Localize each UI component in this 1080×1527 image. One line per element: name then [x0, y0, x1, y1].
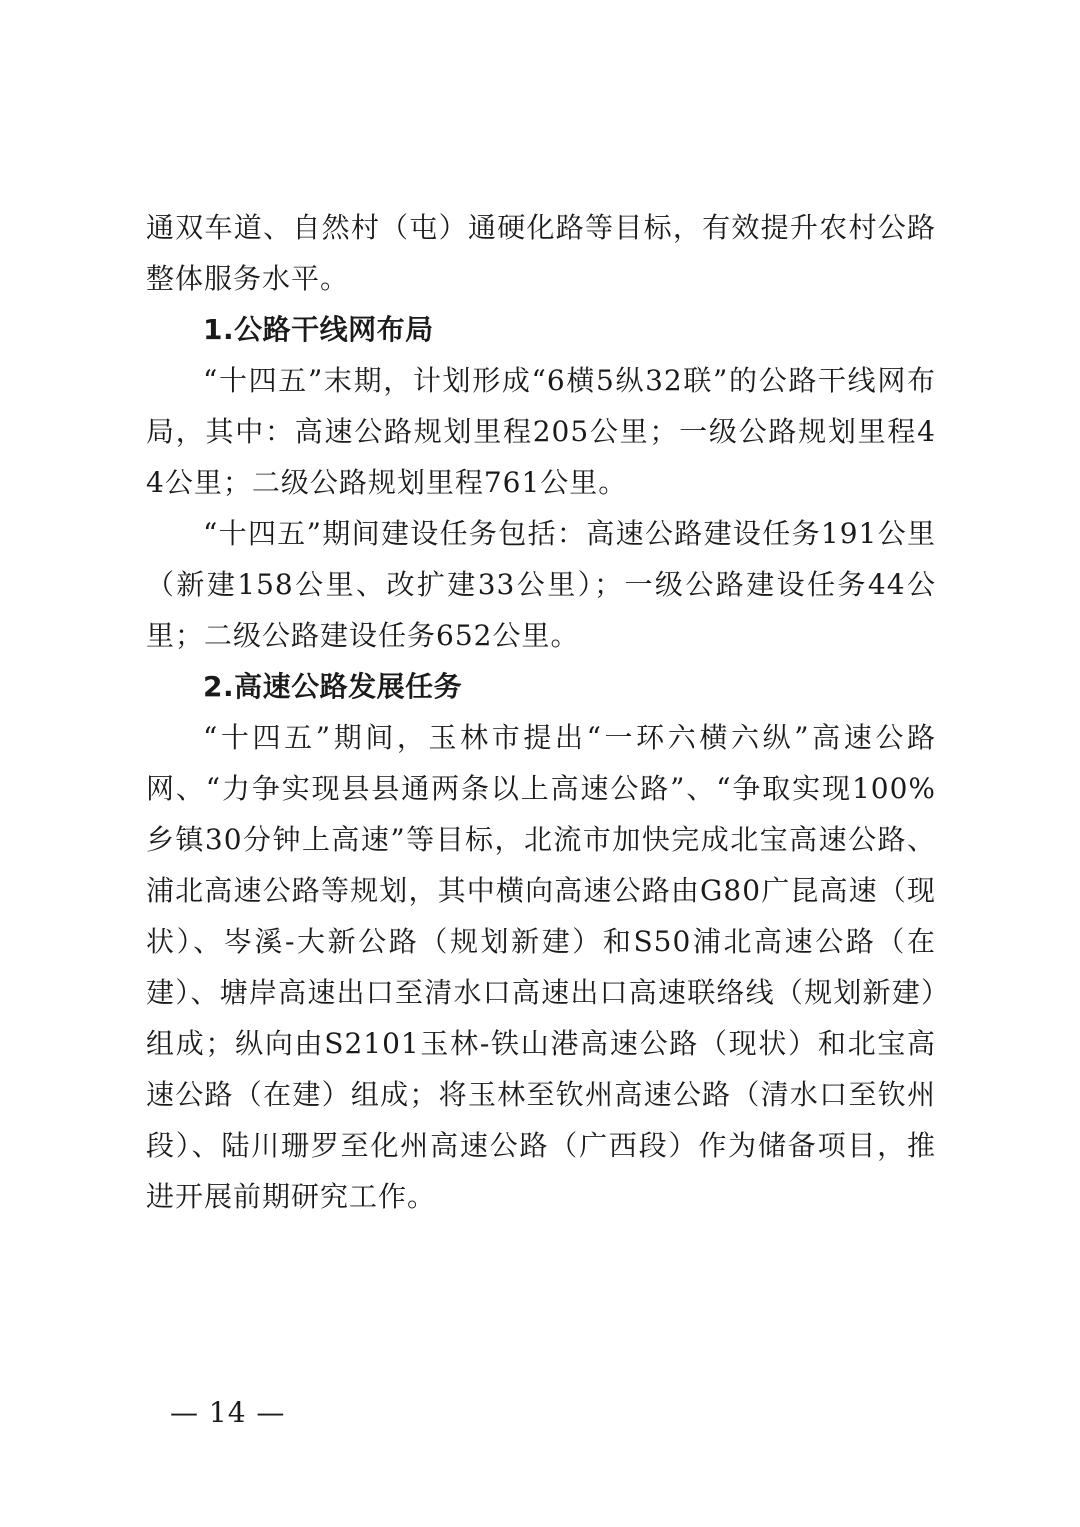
paragraph-trunk-network-plan: “十四五”末期，计划形成“6横5纵32联”的公路干线网布局，其中：高速公路规划里程205公里；一级公路规划里程44公里；二级公路规划里程761公里。: [146, 364, 936, 499]
section-heading-expressway-tasks: 2.高速公路发展任务: [203, 670, 463, 703]
document-body: [146, 202, 936, 1222]
paragraph-expressway-development: “十四五”期间，玉林市提出“一环六横六纵”高速公路网、“力争实现县县通两条以上高速公路”、“争取实现100%乡镇30分钟上高速”等目标，北流市加快完成北宝高速公路、浦北高速公路等规划，其中横向高速公路由G80广昆高速（现状）、岑溪-大新公路（规划新建）和S50浦北高速公路（在建）、塘岸高速出口至清水口高速出口高速联络线（规划新建）组成；纵向由S2101玉林-铁山港高速公路（现状）和北宝高速公路（在建）组成；将玉林至钦州高速公路（清水口至钦州段）、陆川珊罗至化州高速公路（广西段）作为储备项目，推进开展前期研究工作。: [146, 721, 936, 1213]
page-number: — 14 —: [170, 1396, 286, 1429]
paragraph-construction-tasks: “十四五”期间建设任务包括：高速公路建设任务191公里（新建158公里、改扩建33公里）；一级公路建设任务44公里；二级公路建设任务652公里。: [146, 517, 936, 652]
section-heading-trunk-network: 1.公路干线网布局: [203, 313, 434, 346]
paragraph-continued-rural-roads: 通双车道、自然村（屯）通硬化路等目标，有效提升农村公路整体服务水平。: [146, 211, 936, 295]
